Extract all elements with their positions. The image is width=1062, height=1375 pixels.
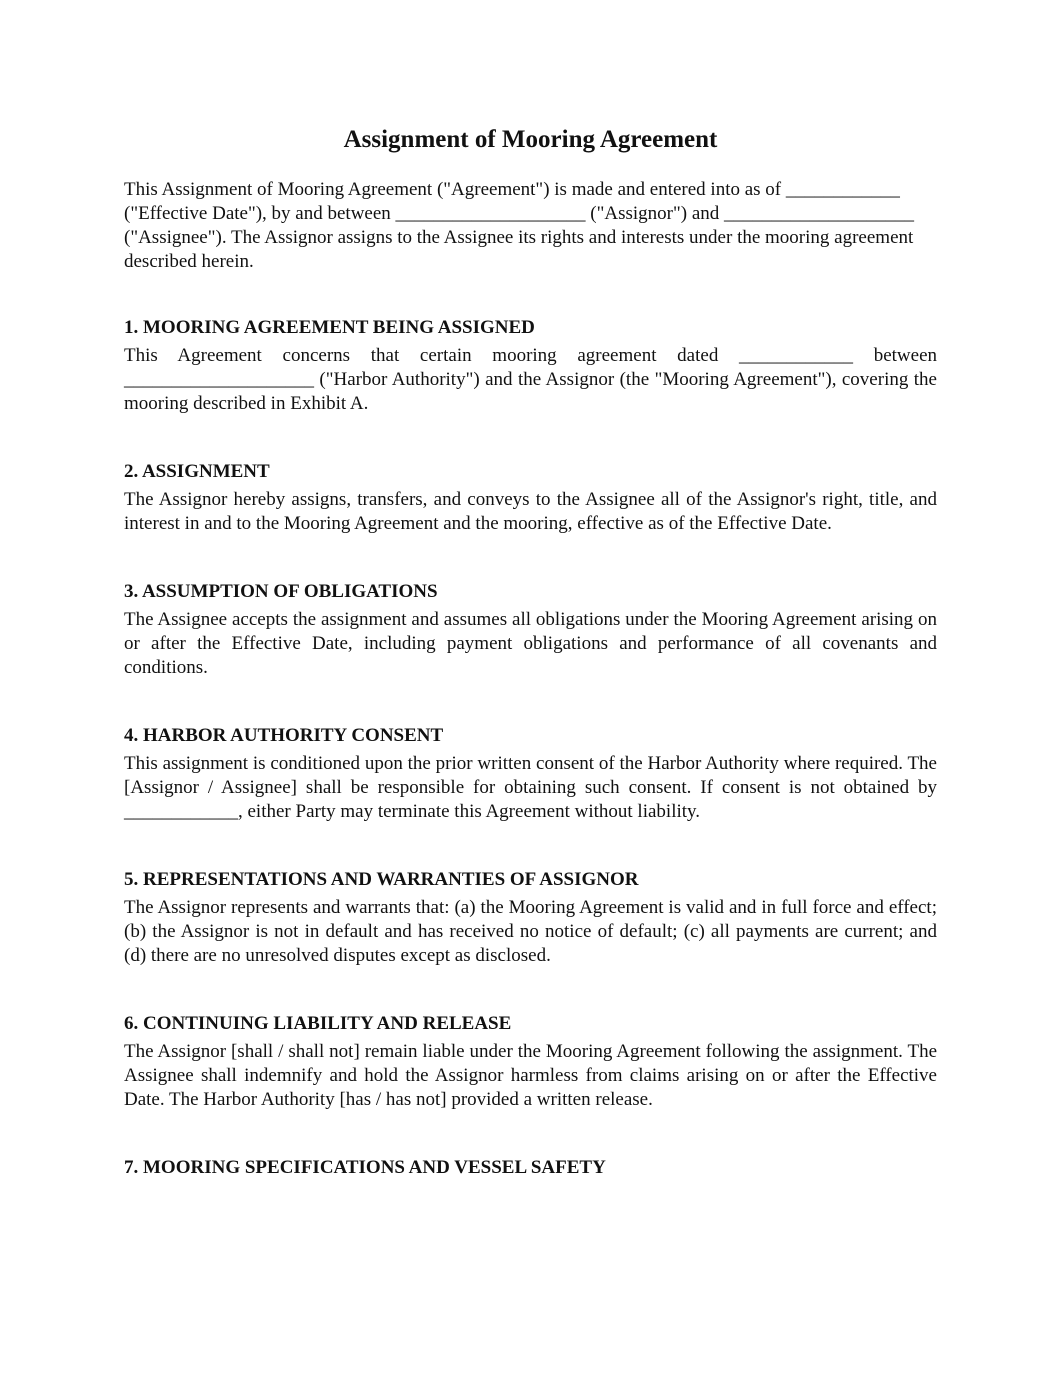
section-heading: 2. ASSIGNMENT — [124, 461, 270, 482]
section-body: The Assignor hereby assigns, transfers, and conveys to the Assignee all of the Assignor's right, title, and interest in and to the Mooring Agreement and the mooring, effective as of the Effective Date. — [124, 489, 937, 534]
section-heading: 7. MOORING SPECIFICATIONS AND VESSEL SAFETY — [124, 1157, 606, 1178]
section-heading: 3. ASSUMPTION OF OBLIGATIONS — [124, 581, 438, 602]
section-body: This assignment is conditioned upon the prior written consent of the Harbor Authority where required. The [Assignor / Assignee] shall be responsible for obtaining such consent. If consent is not obtained by ____________, either Party may terminate this Agreement without liability. — [124, 753, 937, 822]
section-mooring-agreement-being-assigned — [124, 316, 937, 416]
section-continuing-liability-and-release — [124, 1012, 937, 1112]
section-assignment — [124, 460, 937, 536]
section-body: The Assignor represents and warrants that: (a) the Mooring Agreement is valid and in full force and effect; (b) the Assignor is not in default and has received no notice of default; (c) all payments are current; and (d) there are no unresolved disputes except as disclosed. — [124, 897, 937, 966]
section-mooring-specifications-and-vessel-safety — [124, 1156, 937, 1180]
section-heading: 5. REPRESENTATIONS AND WARRANTIES OF ASSIGNOR — [124, 869, 639, 890]
section-heading: 1. MOORING AGREEMENT BEING ASSIGNED — [124, 317, 535, 338]
document-title: Assignment of Mooring Agreement — [343, 126, 718, 153]
section-heading: 4. HARBOR AUTHORITY CONSENT — [124, 725, 444, 746]
section-harbor-authority-consent — [124, 724, 937, 824]
section-representations-and-warranties — [124, 868, 937, 968]
intro-paragraph: This Assignment of Mooring Agreement ("Agreement") is made and entered into as of ____________ ("Effective Date"), by and between ____________________ ("Assignor") and ____________________ ("Assignee"). The Assignor assigns to the Assignee its rights and interests under the mooring agreement described herein. — [124, 179, 915, 272]
document-content — [124, 124, 937, 1224]
section-body: This Agreement concerns that certain mooring agreement dated ____________ between ____________________ ("Harbor Authority") and the Assignor (the "Mooring Agreement"), covering the mooring described in Exhibit A. — [124, 345, 937, 414]
section-heading: 6. CONTINUING LIABILITY AND RELEASE — [124, 1013, 512, 1034]
section-assumption-of-obligations — [124, 580, 937, 680]
section-body: The Assignee accepts the assignment and assumes all obligations under the Mooring Agreement arising on or after the Effective Date, including payment obligations and performance of all covenants and conditions. — [124, 609, 937, 678]
section-body: The Assignor [shall / shall not] remain liable under the Mooring Agreement following the assignment. The Assignee shall indemnify and hold the Assignor harmless from claims arising on or after the Effective Date. The Harbor Authority [has / has not] provided a written release. — [124, 1041, 937, 1110]
